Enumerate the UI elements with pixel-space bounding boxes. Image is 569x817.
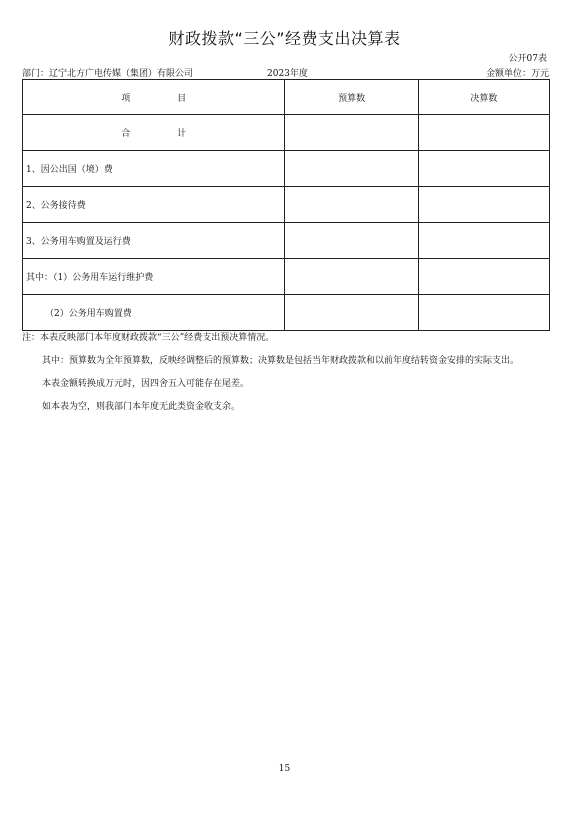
row-final [418, 295, 549, 331]
page-number: 15 [278, 764, 291, 774]
table-row-total [23, 115, 550, 151]
expense-table [22, 79, 550, 331]
header-final: 决算数 [418, 80, 549, 115]
row-item: （2）公务用车购置费 [23, 295, 285, 331]
table-row [23, 295, 550, 331]
notes-section [22, 331, 552, 423]
department-label: 部门：辽宁北方广电传媒（集团）有限公司 [22, 69, 194, 79]
note-line: 其中：预算数为全年预算数，反映经调整后的预算数；决算数是包括当年财政拨款和以前年度结转资金安排的实际支出。 [42, 356, 520, 366]
row-budget [285, 259, 418, 295]
page-title: 财政拨款“三公”经费支出决算表 [168, 29, 401, 48]
row-item: 合 计 [23, 115, 285, 151]
row-budget [285, 187, 418, 223]
row-item: 其中：（1）公务用车运行维护费 [23, 259, 285, 295]
row-item: 1、因公出国（境）费 [23, 151, 285, 187]
unit-label: 金额单位：万元 [485, 69, 549, 79]
note-line: 本表金额转换成万元时，因四舍五入可能存在尾差。 [42, 379, 250, 389]
note-line: 如本表为空，则我部门本年度无此类资金收支余。 [42, 402, 241, 412]
row-final [418, 115, 549, 151]
meta-row [22, 66, 549, 78]
header-item: 项 目 [23, 80, 285, 115]
table-number: 公开07表 [508, 54, 547, 64]
row-item: 2、公务接待费 [23, 187, 285, 223]
row-final [418, 223, 549, 259]
year-label: 2023年度 [267, 69, 308, 79]
table-header-row [23, 80, 550, 115]
header-budget: 预算数 [285, 80, 418, 115]
note-line: 注：本表反映部门本年度财政拨款“三公”经费支出预决算情况。 [22, 333, 275, 343]
row-budget [285, 295, 418, 331]
table-row [23, 151, 550, 187]
row-budget [285, 223, 418, 259]
row-item: 3、公务用车购置及运行费 [23, 223, 285, 259]
row-final [418, 151, 549, 187]
row-budget [285, 151, 418, 187]
table-row [23, 223, 550, 259]
row-budget [285, 115, 418, 151]
row-final [418, 259, 549, 295]
table-row [23, 259, 550, 295]
table-row [23, 187, 550, 223]
row-final [418, 187, 549, 223]
